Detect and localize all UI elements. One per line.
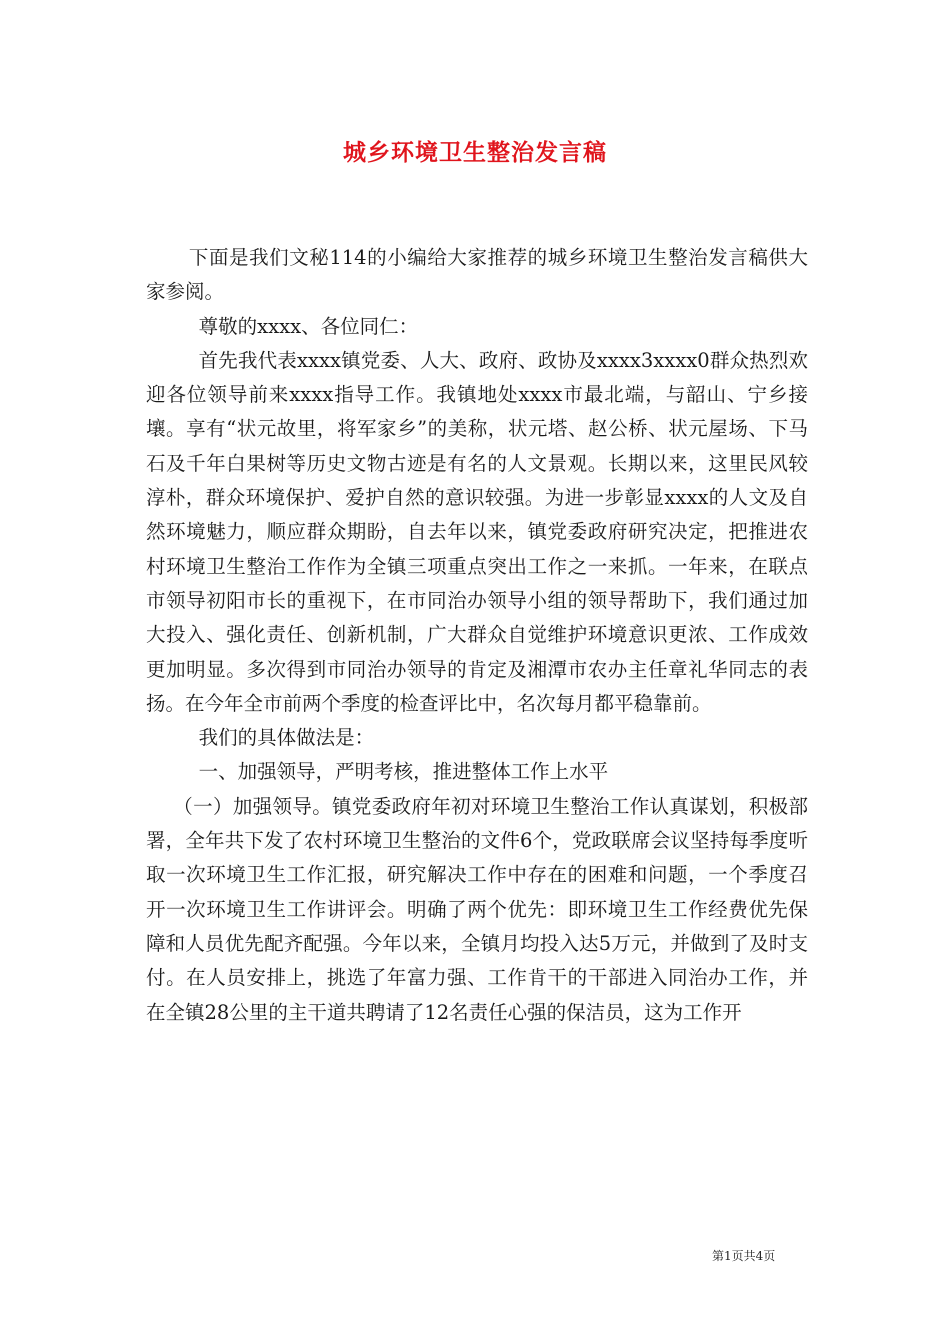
page-number-footer: 第1页共4页 [712, 1249, 776, 1263]
section-heading-1: 一、加强领导，严明考核，推进整体工作上水平 [198, 760, 609, 784]
paragraph-methods-intro: 我们的具体做法是： [198, 726, 375, 750]
paragraph-leadership: （一）加强领导。镇党委政府年初对环境卫生整治工作认真谋划，积极部署，全年共下发了农村环境卫生整治的文件6个，党政联席会议坚持每季度听取一次环境卫生工作汇报，研究解决工作中存在的困难和问题，一个季度召开一次环境卫生工作讲评会。明确了两个优先：即环境卫生工作经费优先保障和人员优先配齐配强。今年以来，全镇月均投入达5万元，并做到了及时支付。在人员安排上，挑选了年富力强、工作肯干的干部进入同治办工作，并在全镇28公里的主干道共聘请了12名责任心强的保洁员，这为工作开 [146, 794, 808, 1024]
paragraph-intro: 下面是我们文秘114的小编给大家推荐的城乡环境卫生整治发言稿供大家参阅。 [146, 246, 808, 304]
paragraph-welcome: 首先我代表xxxx镇党委、人大、政府、政协及xxxx3xxxx0群众热烈欢迎各位领导前来xxxx指导工作。我镇地处xxxx市最北端，与韶山、宁乡接壤。享有“状元故里，将军家乡”的美称，状元塔、赵公桥、状元屋场、下马石及千年白果树等历史文物古迹是有名的人文景观。长期以来，这里民风较淳朴，群众环境保护、爱护自然的意识较强。为进一步彰显xxxx的人文及自然环境魅力，顺应群众期盼，自去年以来，镇党委政府研究决定，把推进农村环境卫生整治工作作为全镇三项重点突出工作之一来抓。一年来，在联点市领导初阳市长的重视下，在市同治办领导小组的领导帮助下，我们通过加大投入、强化责任、创新机制，广大群众自觉维护环境意识更浓、工作成效更加明显。多次得到市同治办领导的肯定及湘潭市农办主任章礼华同志的表扬。在今年全市前两个季度的检查评比中，名次每月都平稳靠前。 [146, 348, 808, 715]
document-body [146, 241, 808, 1030]
paragraph-salutation: 尊敬的xxxx、各位同仁： [198, 314, 419, 338]
document-title: 城乡环境卫生整治发言稿 [343, 139, 607, 166]
